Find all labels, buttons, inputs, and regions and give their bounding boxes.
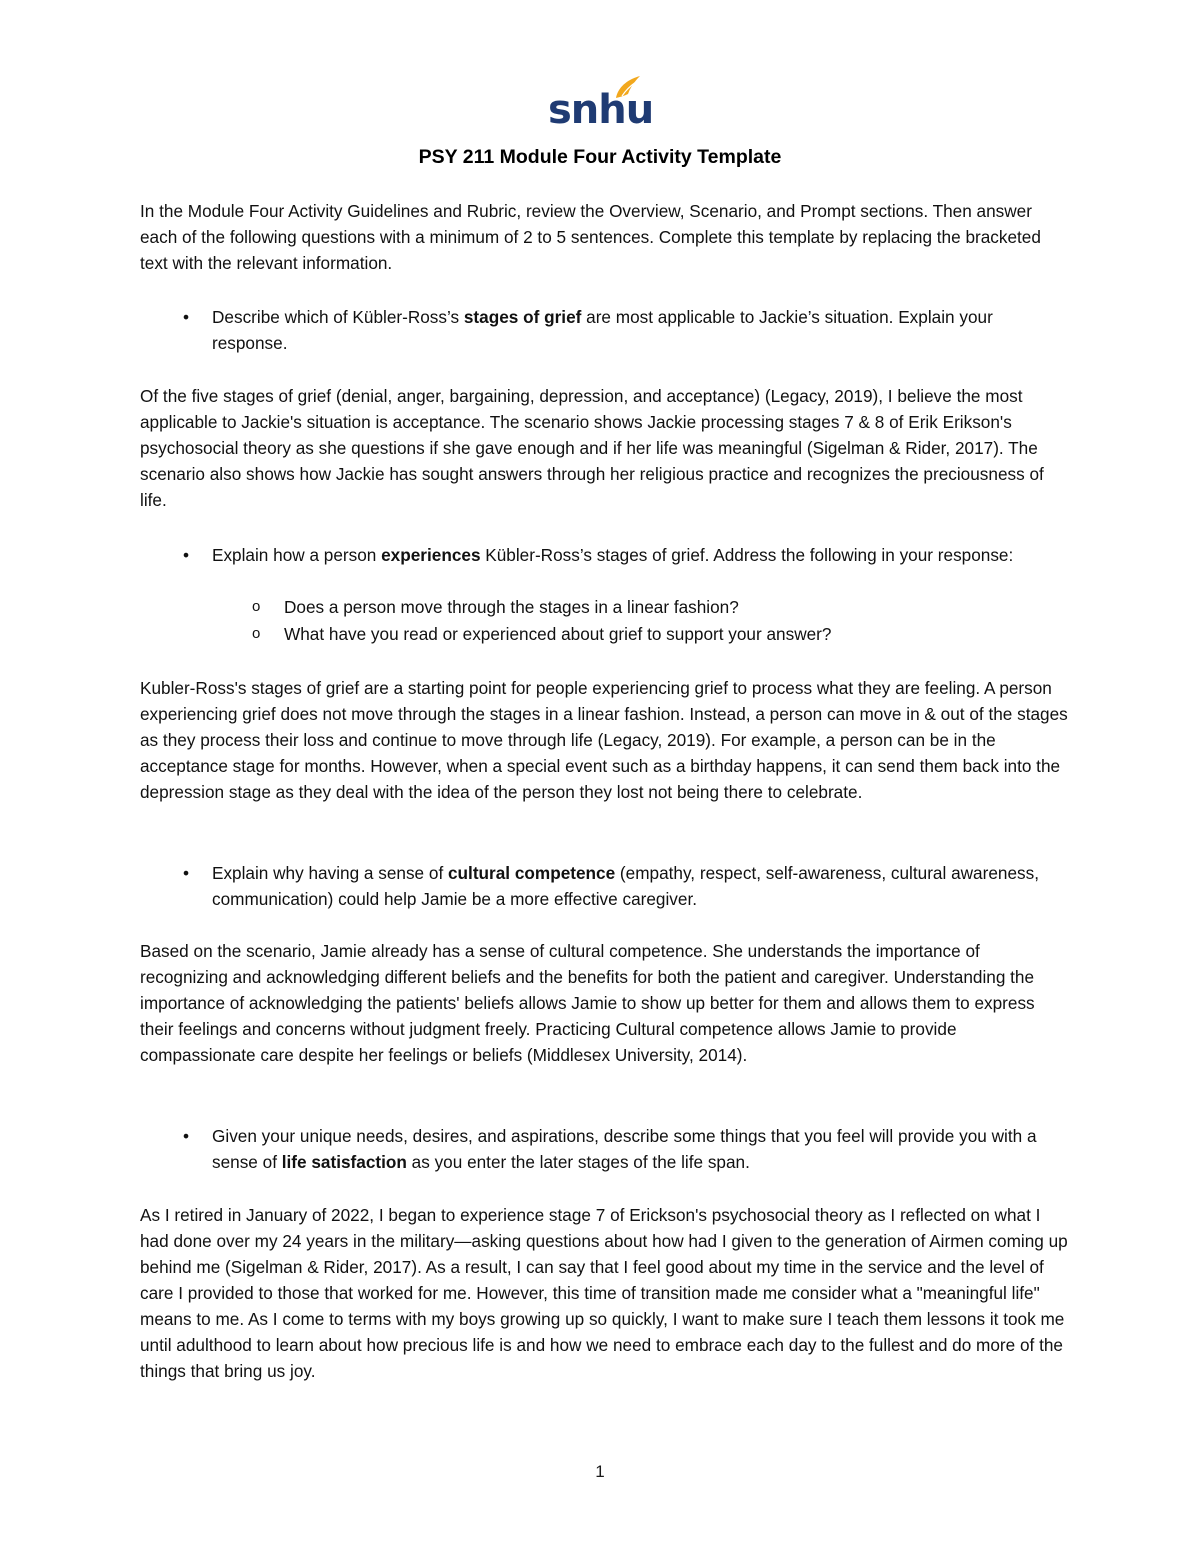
question-3-text: Explain why having a sense of cultural competence (empathy, respect, self-awareness, cultural awareness, communication) could help Jamie be a more effective caregiver. [212,863,1039,909]
sub-bullet-icon: o [252,625,261,642]
question-1-text: Describe which of Kübler-Ross’s stages of grief are most applicable to Jackie’s situation. Explain your response. [212,307,993,353]
document-title: PSY 211 Module Four Activity Template [418,146,782,168]
answer-1: Of the five stages of grief (denial, anger, bargaining, depression, and acceptance) (Legacy, 2019), I believe the most applicable to Jackie's situation is acceptance. The scenario shows Jackie processing stages 7 & 8 of Erik Erikson's psychosocial theory as she questions if she gave enough and if her life was meaningful (Sigelman & Rider, 2017). The scenario also shows how Jackie has sought answers through her religious practice and recognizes the preciousness of life. [140,386,1044,510]
question-4-text: Given your unique needs, desires, and aspirations, describe some things that you feel will provide you with a sense of life satisfaction as you enter the later stages of the life span. [212,1126,1037,1172]
snhu-logo [548,74,654,134]
sub-bullet-icon: o [252,598,261,615]
bullet-icon: • [182,307,190,327]
logo-wordmark: snhu [548,87,654,133]
bullet-icon: • [182,545,190,565]
answer-3: Based on the scenario, Jamie already has a sense of cultural competence. She understands the importance of recognizing and acknowledging different beliefs and the benefits for both the patient and caregiver. Understanding the importance of acknowledging the patients' beliefs allows Jamie to show up better for them and allows them to express their feelings and concerns without judgment freely. Practicing Cultural competence allows Jamie to provide compassionate care despite her feelings or beliefs (Middlesex University, 2014). [140,941,1035,1065]
answer-4: As I retired in January of 2022, I began to experience stage 7 of Erickson's psychosocial theory as I reflected on what I had done over my 24 years in the military—asking questions about how had I given to the generation of Airmen coming up behind me (Sigelman & Rider, 2017). As a result, I can say that I feel good about my time in the service and the level of care I provided to those that worked for me. However, this time of transition made me consider what a "meaningful life" means to me. As I come to terms with my boys growing up so quickly, I want to make sure I teach them lessons it took me until adulthood to learn about how precious life is and how we need to embrace each day to the fullest and do more of the things that bring us joy. [140,1205,1068,1381]
question-2-text: Explain how a person experiences Kübler-Ross’s stages of grief. Address the following in your response: [212,545,1014,565]
bullet-icon: • [182,863,190,883]
page-number: 1 [595,1462,605,1481]
intro-paragraph: In the Module Four Activity Guidelines and Rubric, review the Overview, Scenario, and Prompt sections. Then answer each of the following questions with a minimum of 2 to 5 sentences. Complete this template by replacing the bracketed text with the relevant information. [140,201,1041,273]
document-page: snhu PSY 211 Module Four Activity Template In the Module Four Activity Guidelines and Rubric, review the Overview, Scenario, and Prompt sections. Then answer each of the following questions with a minimum of 2 to 5 sentences. Complete this template by replacing the bracketed text with the relevant information. • Describe which of Kübler-Ross’s stages of grief are most applicable to Jackie’s situation. Explain your response. Of the five stages of grief (denial, anger, bargaining, depression, and acceptance) (Legacy, 2019), I believe the most applicable to Jackie's situation is acceptance. The scenario shows Jackie processing stages 7 & 8 of Erik Erikson's psychosocial theory as she questions if she gave enough and if her life was meaningful (Sigelman & Rider, 2017). The scenario also shows how Jackie has sought answers through her religious practice and recognizes the preciousness of life. • Explain how a person experiences Kübler-Ross’s stages of grief. Address the following in your response: o Does a person move through the stages in a linear fashion? o What have you read or experienced about grief to support your answer? Kubler-Ross's stages of grief are a starting point for people experiencing grief to process what they are feeling. A person experiencing grief does not move through the stages in a linear fashion. Instead, a person can move in & out of the stages as they process their loss and continue to move through life (Legacy, 2019). For example, a person can be in the acceptance stage for months. However, when a special event such as a birthday happens, it can send them back into the depression stage as they deal with the idea of the person they lost not being there to celebrate. • Explain why having a sense of cultural competence (empathy, respect, self-awareness, cultural awareness, communication) could help Jamie be a more effective caregiver. Based on the scenario, Jamie already has a sense of cultural competence. She understands the importance of recognizing and acknowledging different beliefs and the benefits for both the patient and caregiver. Understanding the importance of acknowledging the patients' beliefs allows Jamie to show up better for them and allows them to express their feelings and concerns without judgment freely. Practicing Cultural competence allows Jamie to provide compassionate care despite her feelings or beliefs (Middlesex University, 2014). • Given your unique needs, desires, and aspirations, describe some things that you feel will provide you with a sense of life satisfaction as you enter the later stages of the life span. As I retired in January of 2022, I began to experience stage 7 of Erickson's psychosocial theory as I reflected on what I had done over my 24 years in the military—asking questions about how had I given to the generation of Airmen coming up behind me (Sigelman & Rider, 2017). As a result, I can say that I feel good about my time in the service and the level of care I provided to those that worked for me. However, this time of transition made me consider what a "meaningful life" means to me. As I come to terms with my boys growing up so quickly, I want to make sure I teach them lessons it took me until adulthood to learn about how precious life is and how we need to embrace each day to the fullest and do more of the things that bring us joy. 1 [0,0,1200,1553]
bullet-icon: • [182,1126,190,1146]
answer-2: Kubler-Ross's stages of grief are a starting point for people experiencing grief to process what they are feeling. A person experiencing grief does not move through the stages in a linear fashion. Instead, a person can move in & out of the stages as they process their loss and continue to move through life (Legacy, 2019). For example, a person can be in the acceptance stage for months. However, when a special event such as a birthday happens, it can send them back into the depression stage as they deal with the idea of the person they lost not being there to celebrate. [140,678,1068,802]
